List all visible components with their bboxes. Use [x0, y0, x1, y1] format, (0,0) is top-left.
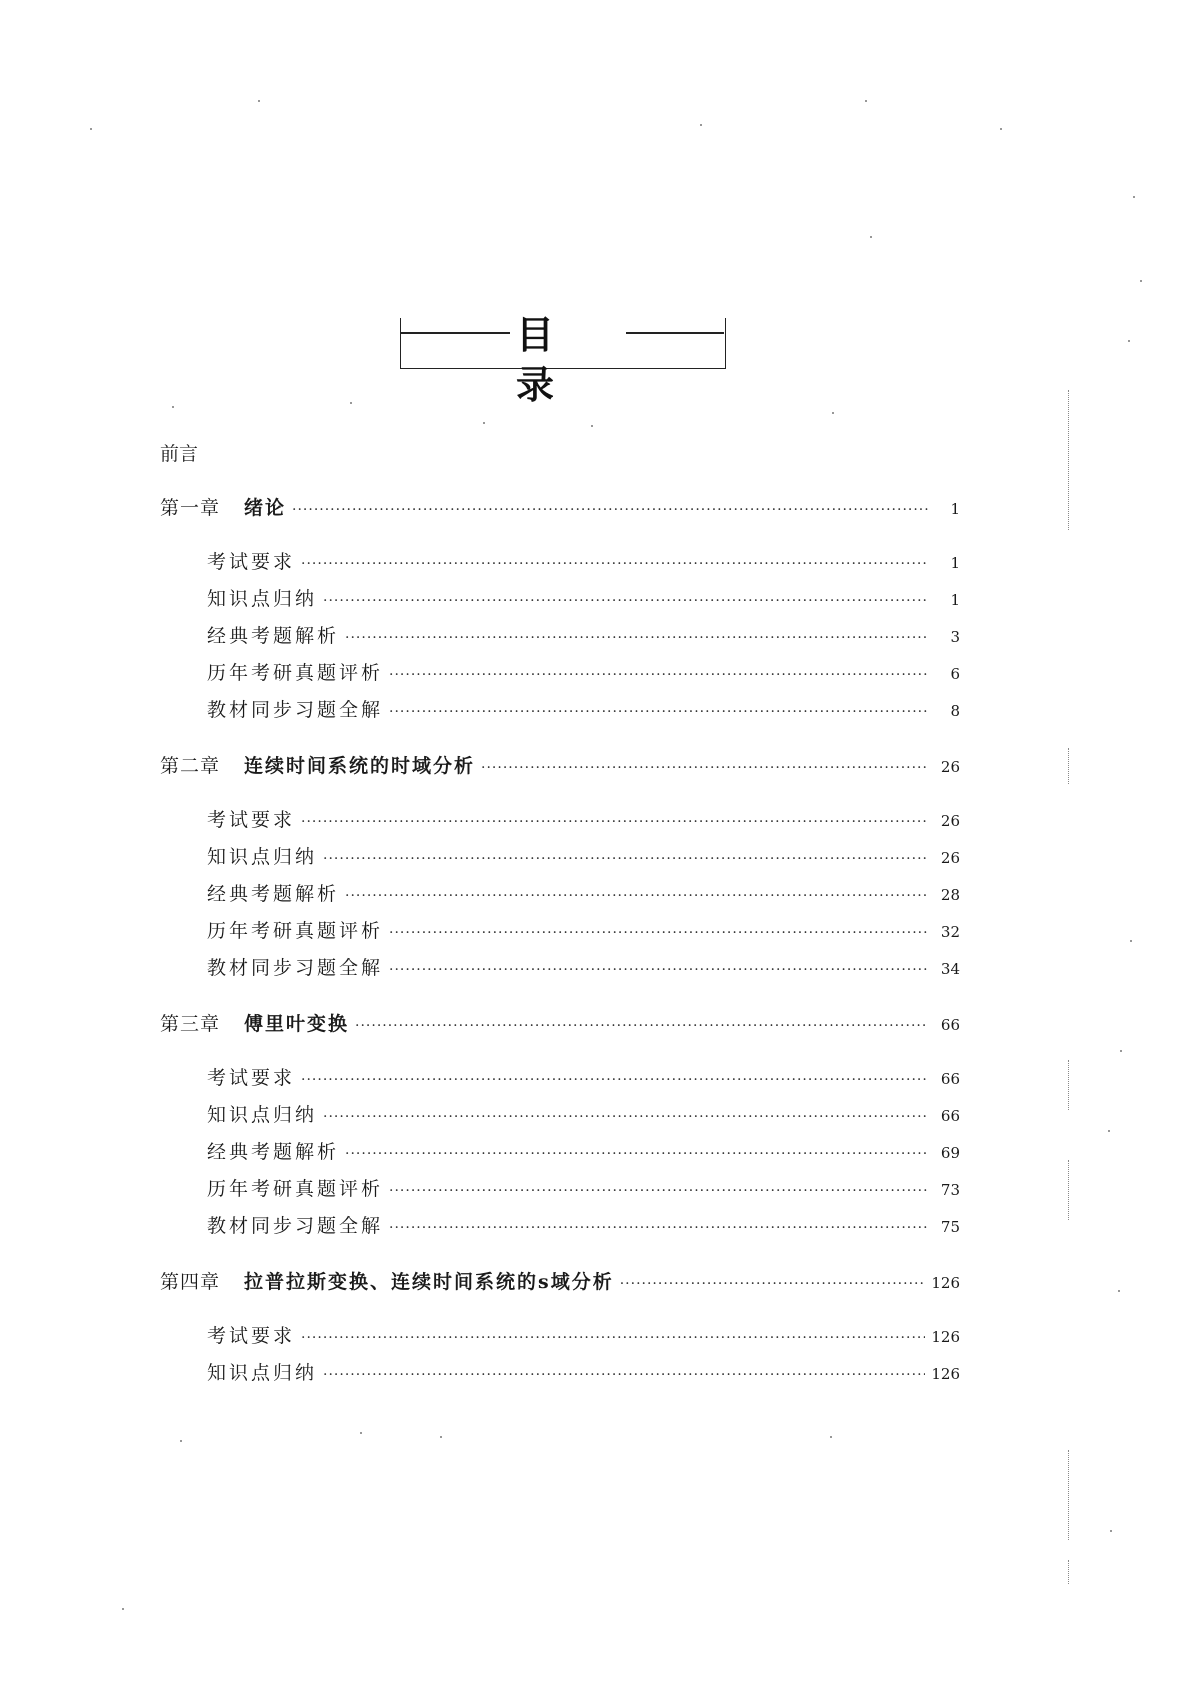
- scan-speck: [440, 1436, 442, 1438]
- dot-leader: [323, 1103, 928, 1131]
- toc-section[interactable]: [207, 548, 960, 578]
- toc-section[interactable]: [207, 622, 960, 652]
- scan-speck: [350, 402, 352, 404]
- chapter-number: 第三章: [160, 1013, 221, 1035]
- page-number: 75: [940, 1218, 960, 1236]
- page-number: 32: [940, 923, 960, 941]
- section-title: 考试要求: [207, 809, 296, 831]
- section-title: 经典考题解析: [207, 883, 340, 905]
- chapter-title: 连续时间系统的时域分析: [244, 755, 476, 777]
- page-title: 目录: [516, 313, 577, 407]
- dot-leader: [355, 1012, 928, 1040]
- scan-speck: [90, 128, 92, 130]
- page-number: 126: [931, 1328, 960, 1346]
- chapter-number: 第一章: [160, 497, 221, 519]
- toc-section[interactable]: [207, 1212, 960, 1242]
- section-title: 历年考研真题评析: [207, 920, 384, 942]
- page-number: 69: [940, 1144, 960, 1162]
- toc-section[interactable]: [207, 806, 960, 836]
- section-title: 经典考题解析: [207, 1141, 340, 1163]
- page-number: 1: [950, 500, 960, 518]
- scan-edge-dots: [1068, 748, 1070, 784]
- toc-section[interactable]: [207, 1175, 960, 1205]
- chapter-number: 第四章: [160, 1271, 221, 1293]
- scan-speck: [1128, 340, 1130, 342]
- section-title: 教材同步习题全解: [207, 957, 384, 979]
- dot-leader: [301, 1066, 928, 1094]
- toc-section[interactable]: [207, 917, 960, 947]
- section-title: 考试要求: [207, 551, 296, 573]
- page-number: 66: [940, 1070, 960, 1088]
- toc-section[interactable]: [207, 585, 960, 615]
- dot-leader: [345, 624, 928, 652]
- toc-section[interactable]: [207, 1138, 960, 1168]
- page-number: 126: [931, 1365, 960, 1383]
- page-number: 26: [940, 758, 960, 776]
- toc-section[interactable]: [207, 696, 960, 726]
- scan-speck: [172, 406, 174, 408]
- toc-section[interactable]: [207, 843, 960, 873]
- section-title: 知识点归纳: [207, 1104, 318, 1126]
- section-title: 知识点归纳: [207, 846, 318, 868]
- dot-leader: [620, 1270, 926, 1298]
- page-number: 66: [940, 1107, 960, 1125]
- section-title: 知识点归纳: [207, 1362, 318, 1384]
- page-number: 34: [940, 960, 960, 978]
- page-number: 1: [950, 554, 960, 572]
- toc-section[interactable]: [207, 1101, 960, 1131]
- chapter-title: 拉普拉斯变换、连续时间系统的s域分析: [244, 1271, 614, 1293]
- page-number: 66: [940, 1016, 960, 1034]
- toc-section[interactable]: [207, 1322, 960, 1352]
- chapter-title: 绪论: [244, 497, 287, 519]
- section-title: 教材同步习题全解: [207, 1215, 384, 1237]
- scan-speck: [865, 100, 867, 102]
- dot-leader: [323, 587, 928, 615]
- chapter-number: 第二章: [160, 755, 221, 777]
- toc-section[interactable]: [207, 880, 960, 910]
- scan-edge-dots: [1068, 390, 1070, 530]
- scan-speck: [1000, 128, 1002, 130]
- scan-edge-dots: [1068, 1560, 1070, 1584]
- dot-leader: [301, 1324, 925, 1352]
- dot-leader: [323, 1361, 925, 1389]
- preface-entry[interactable]: [160, 440, 198, 468]
- toc-section[interactable]: [207, 1359, 960, 1389]
- page-number: 26: [940, 812, 960, 830]
- dot-leader: [301, 550, 928, 578]
- toc-section[interactable]: [207, 659, 960, 689]
- dot-leader: [481, 754, 928, 782]
- scan-edge-dots: [1068, 1450, 1070, 1540]
- toc-chapter-2[interactable]: [160, 752, 960, 782]
- scan-edge-dots: [1068, 1160, 1070, 1220]
- scan-speck: [1130, 940, 1132, 942]
- toc-chapter-4[interactable]: [160, 1268, 960, 1298]
- dot-leader: [389, 956, 928, 984]
- section-title: 考试要求: [207, 1067, 296, 1089]
- page-number: 1: [950, 591, 960, 609]
- dot-leader: [301, 808, 928, 836]
- section-title: 考试要求: [207, 1325, 296, 1347]
- section-title: 历年考研真题评析: [207, 662, 384, 684]
- scan-speck: [1140, 280, 1142, 282]
- dot-leader: [389, 1214, 928, 1242]
- scan-speck: [258, 100, 260, 102]
- scan-edge-dots: [1068, 1060, 1070, 1110]
- section-title: 教材同步习题全解: [207, 699, 384, 721]
- page-number: 8: [950, 702, 960, 720]
- dot-leader: [345, 882, 928, 910]
- page-number: 6: [950, 665, 960, 683]
- scan-speck: [1108, 1130, 1110, 1132]
- chapter-title: 傅里叶变换: [244, 1013, 350, 1035]
- section-title: 经典考题解析: [207, 625, 340, 647]
- dot-leader: [323, 845, 928, 873]
- dot-leader: [292, 496, 928, 524]
- page-number: 3: [950, 628, 960, 646]
- toc-section[interactable]: [207, 1064, 960, 1094]
- scan-speck: [1110, 1530, 1112, 1532]
- scan-speck: [870, 236, 872, 238]
- scan-speck: [122, 1608, 124, 1610]
- toc-chapter-1[interactable]: [160, 494, 960, 524]
- scan-speck: [1133, 196, 1135, 198]
- title-rule-right: [626, 332, 724, 334]
- scan-speck: [700, 124, 702, 126]
- page-number: 28: [940, 886, 960, 904]
- scan-speck: [591, 425, 593, 427]
- dot-leader: [389, 919, 928, 947]
- toc-section[interactable]: [207, 954, 960, 984]
- dot-leader: [389, 661, 928, 689]
- preface-label: 前言: [160, 443, 199, 465]
- dot-leader: [345, 1140, 928, 1168]
- page-number: 126: [931, 1274, 960, 1292]
- scan-speck: [832, 412, 834, 414]
- scan-speck: [180, 1440, 182, 1442]
- section-title: 历年考研真题评析: [207, 1178, 384, 1200]
- section-title: 知识点归纳: [207, 588, 318, 610]
- toc-chapter-3[interactable]: [160, 1010, 960, 1040]
- scan-speck: [1118, 1290, 1120, 1292]
- page-number: 73: [940, 1181, 960, 1199]
- title-rule-left: [400, 332, 510, 334]
- page-number: 26: [940, 849, 960, 867]
- dot-leader: [389, 698, 928, 726]
- scan-speck: [830, 1436, 832, 1438]
- scan-speck: [1120, 1050, 1122, 1052]
- scan-speck: [483, 422, 485, 424]
- dot-leader: [389, 1177, 928, 1205]
- scan-speck: [360, 1432, 362, 1434]
